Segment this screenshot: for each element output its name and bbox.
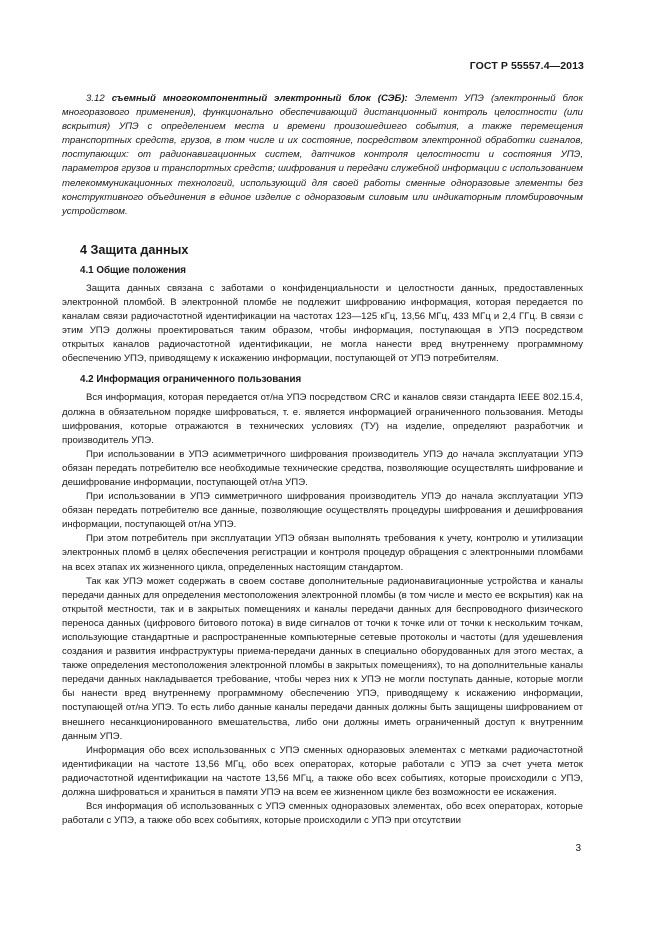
document-code: ГОСТ Р 55557.4—2013 <box>469 60 584 72</box>
paragraph: Защита данных связана с заботами о конфиденциальности и целостности данных, предоставленных электронной пломбой. В электронной пломбе не подлежит шифрованию информация, которая передается по каналам связи радиочастотной идентификации на частотах 123—125 кГц, 13,56 МГц, 433 МГц и 2,4 ГГц. В связи с этим УПЭ должны проектироваться таким образом, чтобы информация, поступающая в УПЭ посредством открытых каналов радиочастотной идентификации, не могла нанести вред внутреннему программному обеспечению УПЭ, приводящему к искажению информации, поступающей от УПЭ потребителям. <box>62 282 583 365</box>
section-heading: 4 Защита данных <box>80 242 189 257</box>
paragraph: Так как УПЭ может содержать в своем составе дополнительные радионавигационные устройства и каналы передачи данных для определения местоположения электронной пломбы (в том числе и место ее вскрытия) как на открытой местности, так и в закрытых помещениях и каналы передачи данных для беспроводного физического переноса данных (цифрового битового потока) в виде сигналов от точки к точке или от точки к нескольким точкам, использующие стандартные и распространенные компьютерные сетевые протоколы и частоты (для удешевления создания и развития инфраструктуры приема-передачи данных в специально оборудованных для этого местах, а также определения местоположения электронной пломбы в закрытых помещениях), то на дополнительные каналы передачи данных накладывается требование, чтобы через них к УПЭ не могли поступать данные, которые могли бы нанести вред внутреннему программному обеспечению УПЭ, приводящему к искажению информации, поступающей от/на УПЭ. То есть либо данные каналы передачи данных должны быть защищены шифрованием от внешнего несанкционированного вмешательства, либо они должны иметь ограниченный доступ к внутренним данным УПЭ. <box>62 575 583 742</box>
page-number: 3 <box>575 843 581 854</box>
definition-number: 3.12 <box>86 93 105 104</box>
paragraph: Информация обо всех использованных с УПЭ сменных одноразовых элементах с метками радиочастотной идентификации на частоте 13,56 МГц, обо всех операторах, которые работали с УПЭ за счет учета меток радиочастотной идентификации на частоте 13,56 МГц, а также обо всех событиях, которые происходили с УПЭ, должна шифроваться и храниться в памяти УПЭ на всем ее жизненном цикле без возможности ее искажения. <box>62 744 583 799</box>
subsection-heading-4-2: 4.2 Информация ограниченного пользования <box>80 374 302 386</box>
definition-term: съемный многокомпонентный электронный блок (СЭБ): <box>111 93 408 104</box>
subsection-heading-4-1: 4.1 Общие положения <box>80 264 187 276</box>
definition-text: Элемент УПЭ (электронный блок многоразового применения), функционально обеспечивающий дистанционный контроль целостности (или вскрытия) УПЭ с определением места и времени произошедшего события, а также перемещения транспортных средств, грузов, в том числе и их состояние, посредством электронной обработки сигналов, поступающих: от радионавигационных систем, датчиков контроля целостности и состояния УПЭ, параметров грузов и транспортных средств; шифрования и передачи служебной информации с использованием телекоммуникационных технологий, использующий для своей работы сменные одноразовые элементы без конструктивного объединения в единое изделие с одноразовым силовым или индикаторным пломбировочным устройством. <box>62 93 583 217</box>
paragraph: При использовании в УПЭ асимметричного шифрования производитель УПЭ до начала эксплуатации УПЭ обязан передать потребителю все необходимые технические средства, позволяющие осуществлять шифрование и дешифрование информации, поступающей от/на УПЭ. <box>62 448 583 488</box>
paragraph: Вся информация, которая передается от/на УПЭ посредством CRC и каналов связи стандарта IEEE 802.15.4, должна в обязательном порядке шифроваться, т. е. является информацией ограниченного пользования. Методы шифрования, которые отражаются в технических условиях (ТУ) на изделие, определяют разработчик и производитель УПЭ. <box>62 392 583 446</box>
definition-3-12 <box>62 92 583 219</box>
paragraph: При использовании в УПЭ симметричного шифрования производитель УПЭ до начала эксплуатации УПЭ обязан передать потребителю все данные, позволяющие осуществлять процедуры шифрования и дешифрования информации, поступающей от/на УПЭ. <box>62 491 583 531</box>
paragraph: При этом потребитель при эксплуатации УПЭ обязан выполнять требования к учету, контролю и утилизации электронных пломб в целях обеспечения регистрации и контроля процедур обращения с электронными пломбами на всех этапах их жизненного цикла, определенных настоящим стандартом. <box>62 533 583 573</box>
page-content <box>62 92 583 828</box>
paragraph: Вся информация об использованных с УПЭ сменных одноразовых элементах, обо всех операторах, которые работали с УПЭ, а также обо всех событиях, которые происходили с УПЭ при отсутствии <box>62 801 583 827</box>
